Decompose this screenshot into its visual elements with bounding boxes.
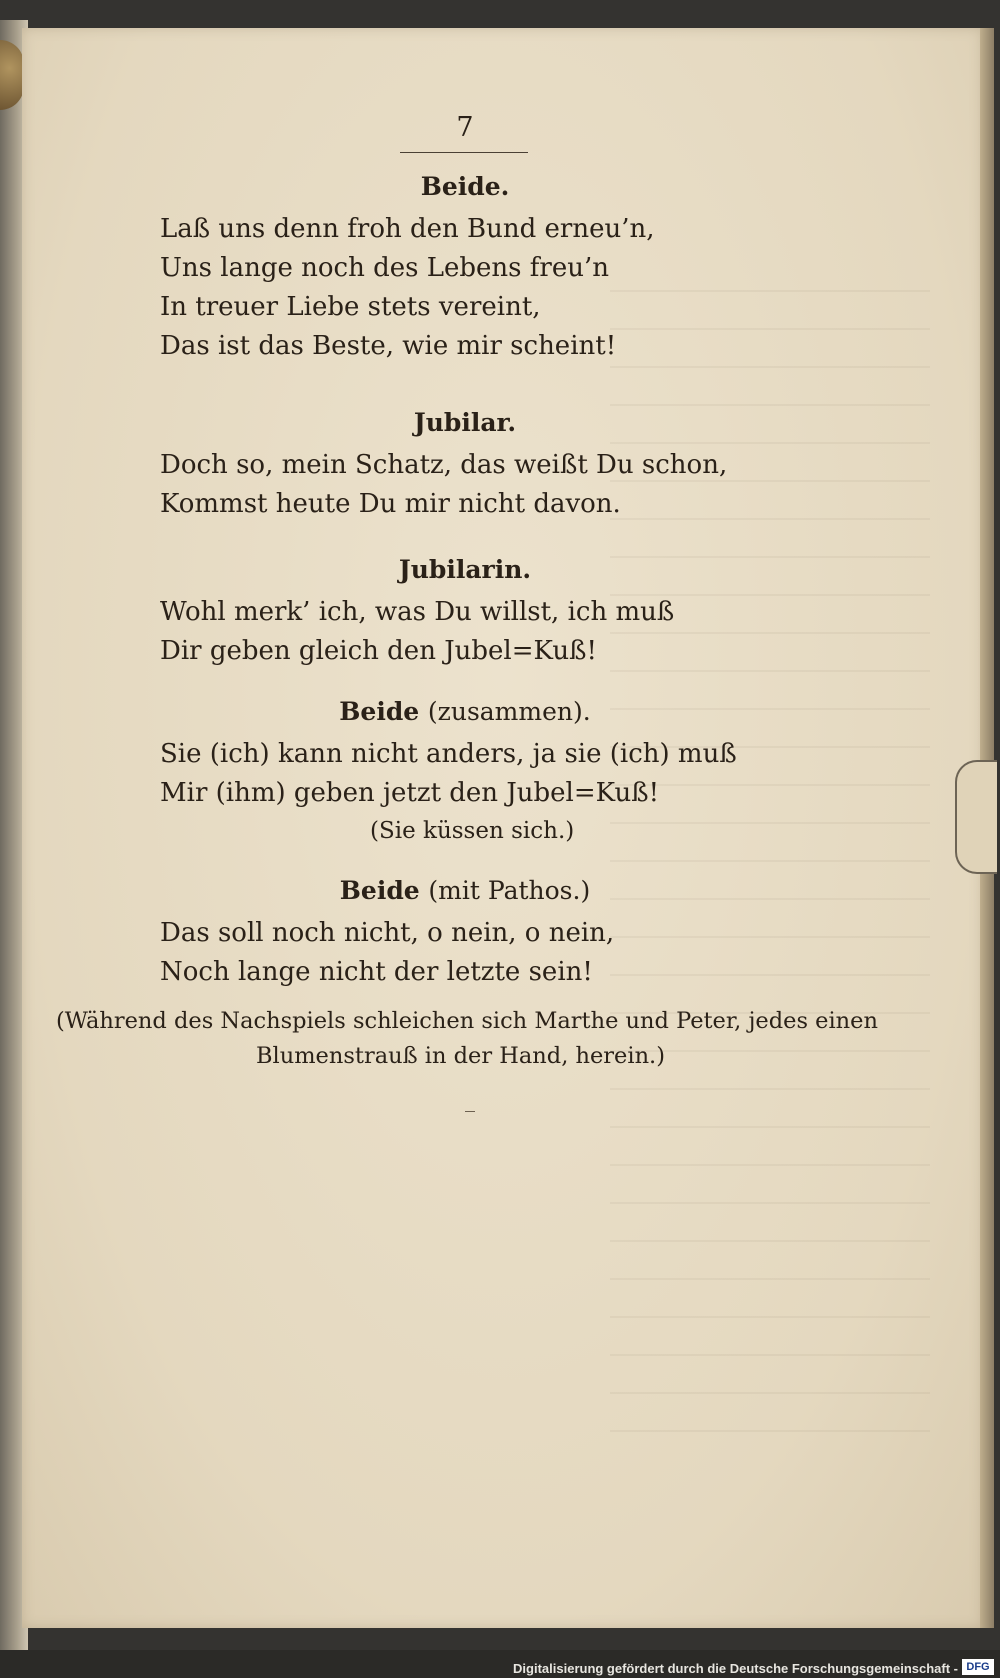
verse-line: Kommst heute Du mir nicht davon. [160,489,621,519]
verse-block [160,210,655,366]
direction-line: Blumenstrauß in der Hand, herein.) [256,1043,665,1069]
speaker-heading [0,697,930,726]
speaker-heading [0,876,930,905]
footer-credit: Digitalisierung gefördert durch die Deutsche Forschungsgemeinschaft - [513,1661,958,1676]
verse-line: Noch lange nicht der letzte sein! [160,957,593,987]
verse-line: Mir (ihm) geben jetzt den Jubel=Kuß! [160,778,660,808]
verse-block [160,914,614,992]
speaker-name: Beide [339,697,420,726]
dfg-logo: DFG [962,1659,994,1675]
stage-direction: (Sie küssen sich.) [370,818,575,844]
speaker-note: (zusammen). [427,697,591,726]
page-tab [955,760,997,874]
verse-line: Sie (ich) kann nicht anders, ja sie (ich) muß [160,739,737,769]
header-rule [400,152,528,153]
verse-block [160,593,674,671]
verse-block [160,446,727,524]
verse-line: Dir geben gleich den Jubel=Kuß! [160,636,597,666]
closing-stage-direction [56,1004,876,1074]
verse-line: Uns lange noch des Lebens freu’n [160,253,609,283]
verse-line: Das ist das Beste, wie mir scheint! [160,331,617,361]
verse-line: In treuer Liebe stets vereint, [160,292,541,322]
verse-line: Laß uns denn froh den Bund erneu’n, [160,214,655,244]
direction-line: (Während des Nachspiels schleichen sich Marthe und Peter, jedes einen [56,1008,878,1034]
bleed-through-text [610,260,930,1460]
verse-line: Wohl merk’ ich, was Du willst, ich muß [160,597,675,627]
closing-dash [465,1111,475,1112]
verse-block [160,735,737,813]
speaker-name: Beide [339,876,420,905]
speaker-heading: Jubilar. [413,408,517,437]
page-number: 7 [456,112,474,143]
verse-line: Doch so, mein Schatz, das weißt Du schon, [160,450,728,480]
speaker-note: (mit Pathos.) [428,876,591,905]
speaker-heading: Beide. [420,172,510,201]
verse-line: Das soll noch nicht, o nein, o nein, [160,918,615,948]
speaker-heading: Jubilarin. [398,555,532,584]
